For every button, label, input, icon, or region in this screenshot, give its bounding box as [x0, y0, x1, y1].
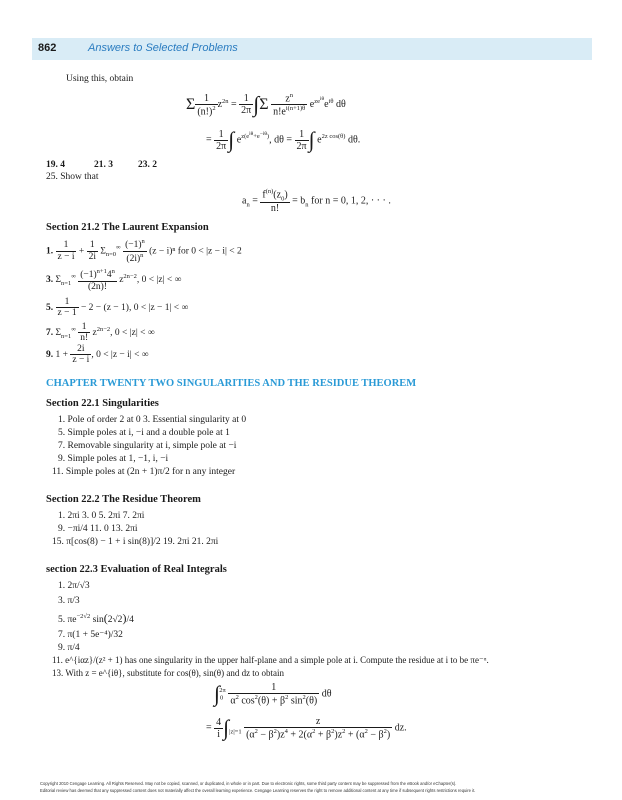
laurent-item-5: 5. $\frac{1}{z - 1}$ − 2 − (z − 1), 0 < |z − 1| < ∞	[46, 297, 189, 319]
laurent-item-1: 1. $\frac{1}{z - i}$ + $\frac{1}{2i}$ $\Sigma_{n=0}^\infty$ $\frac{(-1)^n}{(2i)^n}$ (z − i)ⁿ for 0 < |z − i| < 2	[46, 238, 242, 264]
singularity-item: 7. Removable singularity at i, simple pole at −i	[58, 441, 237, 451]
residue-answers-row: 9. −πi/4 11. 0 13. 2πi	[58, 524, 138, 534]
intro-text: Using this, obtain	[66, 74, 134, 84]
real-integral-item-5: 5. $\pi e^{-2√2}$ sin(2√2)/4	[58, 611, 134, 625]
laurent-item-7: 7. $\Sigma_{n=1}^\infty$ $\frac{1}{n!}$ $z^{2n-2}$, 0 < |z| < ∞	[46, 322, 155, 344]
an-expr: = b	[292, 195, 306, 207]
answer-25: 25. Show that	[46, 172, 99, 182]
section-22-1-title: Section 22.1 Singularities	[46, 398, 159, 409]
residue-answers-row: 15. π[cos(8) − 1 + i sin(8)]/2 19. 2πi 21. 2πi	[52, 537, 219, 547]
running-title: Answers to Selected Problems	[88, 42, 238, 54]
real-integral-item-7: 7. π(1 + 5e⁻⁴)/32	[58, 630, 123, 640]
equation-integral-result: = $\frac{1}{2\pi}$ ∫ $e^{z(e^{i\theta}+e^{-i\theta})}$, dθ = $\frac{1}{2\pi}$ ∫ $e^{2z cos(\theta)}$ dθ.	[206, 127, 361, 152]
real-integral-item-9: 9. π/4	[58, 643, 80, 653]
answer-21: 21. 3	[94, 160, 113, 170]
residue-answers-row: 1. 2πi 3. 0 5. 2πi 7. 2πi	[58, 511, 145, 521]
real-integral-item-13: 13. With z = e^{iθ}, substitute for cos(θ), sin(θ) and dz to obtain	[52, 668, 285, 678]
section-21-2-title: Section 21.2 The Laurent Expansion	[46, 222, 209, 233]
equation-contour-integral: = $\frac{4}{i}$ $\int_{|z|=1}$ $\frac{z}{(\alpha^2 - \beta^2)z^4 + 2(\alpha^2 + \beta^2)z^2 + (\alpha^2 - \beta^2)}$ dz.	[206, 715, 407, 741]
equation-real-integral: $\int_0^{2\pi}$ $\frac{1}{\alpha^2 \cos^2(\theta) + \beta^2 \sin^2(\theta)}$ dθ	[214, 681, 332, 707]
copyright-line: Editorial review has deemed that any suppressed content does not materially affect the overall learning experience. Cengage Learning reserves the right to remove additional content at any time if subsequent rights restrictions require it.	[40, 788, 476, 793]
laurent-item-3: 3. $\Sigma_{n=1}^\infty$ $\frac{(-1)^{n+1}4^n}{(2n)!}$ $z^{2n-2}$, 0 < |z| < ∞	[46, 268, 182, 292]
answer-23: 23. 2	[138, 160, 157, 170]
copyright-line: Copyright 2010 Cengage Learning. All Rights Reserved. May not be copied, scanned, or duplicated, in whole or in part. Due to electronic rights, some third party content may be suppressed from the eBook and/or eChapter(s).	[40, 781, 457, 786]
singularity-item: 5. Simple poles at i, −i and a double pole at 1	[58, 428, 230, 438]
section-22-2-title: Section 22.2 The Residue Theorem	[46, 494, 201, 505]
page-number: 862	[38, 42, 57, 54]
real-integral-item-1: 1. 2π/√3	[58, 581, 90, 591]
singularity-item: 11. Simple poles at (2n + 1)π/2 for n any integer	[52, 467, 236, 477]
an-tail: for n = 0, 1, 2, · · · .	[311, 195, 391, 207]
laurent-item-9: 9. 1 + $\frac{2i}{z - i}$ , 0 < |z − i| < ∞	[46, 344, 149, 366]
equation-sum-integral: Σ $\frac{1}{(n!)^2}$ $z^{2n}$ = $\frac{1}{2\pi}$ ∫Σ $\frac{z^n}{n!e^{i(n+1)\theta}}$ $e^{ze^{i\theta}}e^{i\theta}$ dθ	[186, 91, 346, 118]
singularity-item: 1. Pole of order 2 at 0 3. Essential singularity at 0	[58, 415, 247, 425]
chapter-title: CHAPTER TWENTY TWO SINGULARITIES AND THE RESIDUE THEOREM	[46, 378, 417, 389]
real-integral-item-11: 11. e^{iαz}/(z² + 1) has one singularity in the upper half-plane and a simple pole at i. Compute the residue at i to be πe⁻ᵅ.	[52, 655, 489, 665]
equation-an: $a_n$ = $\frac{f^{(n)}(z_0)}{n!}$ = $b_n$ for n = 0, 1, 2, · · · .	[242, 188, 391, 215]
real-integral-item-3: 3. π/3	[58, 596, 80, 606]
answer-19: 19. 4	[46, 160, 65, 170]
singularity-item: 9. Simple poles at 1, −1, i, −i	[58, 454, 169, 464]
section-22-3-title: section 22.3 Evaluation of Real Integrals	[46, 564, 227, 575]
